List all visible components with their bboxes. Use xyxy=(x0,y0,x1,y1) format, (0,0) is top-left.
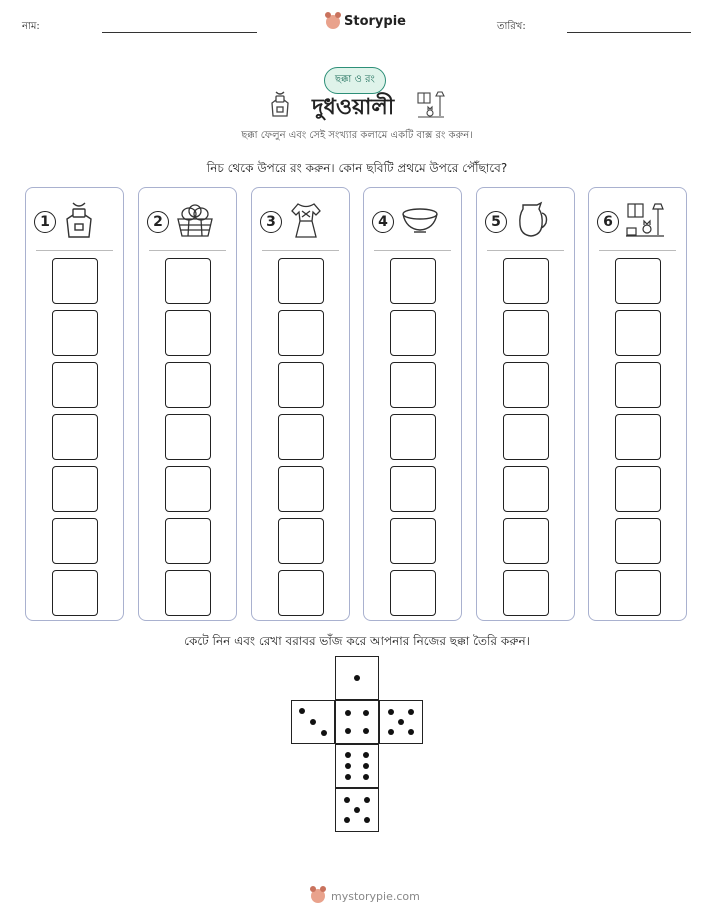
color-box[interactable] xyxy=(52,518,98,564)
color-box[interactable] xyxy=(615,466,661,512)
instruction: নিচ থেকে উপরে রং করুন। কোন ছবিটি প্রথমে উপরে পৌঁছাবে? xyxy=(206,161,508,175)
color-box[interactable] xyxy=(52,310,98,356)
color-box[interactable] xyxy=(165,362,211,408)
color-box[interactable] xyxy=(615,362,661,408)
color-box[interactable] xyxy=(52,570,98,616)
brand-logo xyxy=(326,14,406,29)
dress-icon xyxy=(288,201,324,243)
color-box[interactable] xyxy=(503,466,549,512)
color-box[interactable] xyxy=(52,258,98,304)
color-box[interactable] xyxy=(165,570,211,616)
pip xyxy=(398,719,404,725)
milk-jug-icon xyxy=(513,201,549,243)
pip xyxy=(363,728,369,734)
dice-column-4 xyxy=(363,187,462,621)
die-face-6 xyxy=(335,744,379,788)
column-header xyxy=(372,200,457,244)
column-number: 4 xyxy=(372,211,394,233)
color-box[interactable] xyxy=(52,414,98,460)
color-box[interactable] xyxy=(615,414,661,460)
page-title: দুধওয়ালী xyxy=(312,95,395,120)
die-face-1 xyxy=(335,656,379,700)
color-box[interactable] xyxy=(390,310,436,356)
pip xyxy=(363,710,369,716)
color-box[interactable] xyxy=(503,258,549,304)
pip xyxy=(321,730,327,736)
color-box[interactable] xyxy=(503,414,549,460)
dice-column-6 xyxy=(588,187,687,621)
dice-column-5 xyxy=(476,187,575,621)
column-number: 5 xyxy=(485,211,507,233)
pip xyxy=(345,774,351,780)
color-box[interactable] xyxy=(503,310,549,356)
color-box[interactable] xyxy=(165,466,211,512)
color-box[interactable] xyxy=(52,362,98,408)
date-label: তারিখ: xyxy=(497,21,526,32)
color-box[interactable] xyxy=(503,518,549,564)
footer xyxy=(311,889,420,903)
column-header xyxy=(485,200,570,244)
die-face-5 xyxy=(335,788,379,832)
name-label: নাম: xyxy=(22,21,40,32)
column-divider xyxy=(262,250,339,251)
color-box[interactable] xyxy=(390,414,436,460)
color-box[interactable] xyxy=(278,466,324,512)
brand-name: Storypie xyxy=(344,14,406,29)
pip xyxy=(388,709,394,715)
date-line[interactable] xyxy=(567,32,691,33)
pip xyxy=(354,675,360,681)
pip xyxy=(388,729,394,735)
color-box[interactable] xyxy=(278,518,324,564)
column-divider xyxy=(149,250,226,251)
bowl-icon xyxy=(400,205,440,239)
die-face-3 xyxy=(291,700,335,744)
cut-instruction: কেটে নিন এবং রেখা বরাবর ভাঁজ করে আপনার নিজের ছক্কা তৈরি করুন। xyxy=(184,634,530,648)
column-number: 3 xyxy=(260,211,282,233)
name-line[interactable] xyxy=(102,32,257,33)
column-header xyxy=(147,200,232,244)
pip xyxy=(364,817,370,823)
column-header xyxy=(34,200,119,244)
color-box[interactable] xyxy=(390,466,436,512)
pip xyxy=(345,728,351,734)
bear-icon xyxy=(326,15,340,29)
footer-url: mystorypie.com xyxy=(331,889,420,903)
pip xyxy=(408,709,414,715)
color-box[interactable] xyxy=(503,362,549,408)
color-box[interactable] xyxy=(165,414,211,460)
room-title-icon xyxy=(416,90,446,124)
activity-badge: ছক্কা ও রং xyxy=(324,67,386,94)
color-box[interactable] xyxy=(390,570,436,616)
pip xyxy=(354,807,360,813)
pip xyxy=(364,797,370,803)
column-divider xyxy=(599,250,676,251)
pip xyxy=(363,763,369,769)
pip xyxy=(344,797,350,803)
pip xyxy=(310,719,316,725)
color-box[interactable] xyxy=(278,362,324,408)
color-box[interactable] xyxy=(278,258,324,304)
color-box[interactable] xyxy=(165,258,211,304)
dice-column-3 xyxy=(251,187,350,621)
color-box[interactable] xyxy=(615,310,661,356)
pip xyxy=(363,774,369,780)
color-box[interactable] xyxy=(615,258,661,304)
room-cat-icon xyxy=(625,201,665,243)
bread-basket-icon xyxy=(175,202,215,242)
color-box[interactable] xyxy=(615,518,661,564)
column-divider xyxy=(36,250,113,251)
pip xyxy=(363,752,369,758)
pip xyxy=(345,752,351,758)
color-box[interactable] xyxy=(165,518,211,564)
column-number: 2 xyxy=(147,211,169,233)
column-header xyxy=(260,200,345,244)
color-box[interactable] xyxy=(52,466,98,512)
column-number: 1 xyxy=(34,211,56,233)
subtitle: ছক্কা ফেলুন এবং সেই সংখ্যার কলামে একটি বাক্স রং করুন। xyxy=(241,130,473,141)
pip xyxy=(345,763,351,769)
color-box[interactable] xyxy=(278,310,324,356)
die-face-4 xyxy=(335,700,379,744)
column-divider xyxy=(487,250,564,251)
color-box[interactable] xyxy=(390,362,436,408)
color-box[interactable] xyxy=(503,570,549,616)
die-face-5 xyxy=(379,700,423,744)
pip xyxy=(299,708,305,714)
color-box[interactable] xyxy=(390,518,436,564)
dice-column-1 xyxy=(25,187,124,621)
column-header xyxy=(597,200,682,244)
color-box[interactable] xyxy=(278,414,324,460)
color-box[interactable] xyxy=(278,570,324,616)
bear-icon xyxy=(311,889,325,903)
pip xyxy=(408,729,414,735)
dice-column-2 xyxy=(138,187,237,621)
color-box[interactable] xyxy=(390,258,436,304)
apron-icon xyxy=(62,201,96,243)
pip xyxy=(345,710,351,716)
apron-title-icon xyxy=(268,90,292,122)
column-number: 6 xyxy=(597,211,619,233)
color-box[interactable] xyxy=(615,570,661,616)
pip xyxy=(344,817,350,823)
column-divider xyxy=(374,250,451,251)
color-box[interactable] xyxy=(165,310,211,356)
